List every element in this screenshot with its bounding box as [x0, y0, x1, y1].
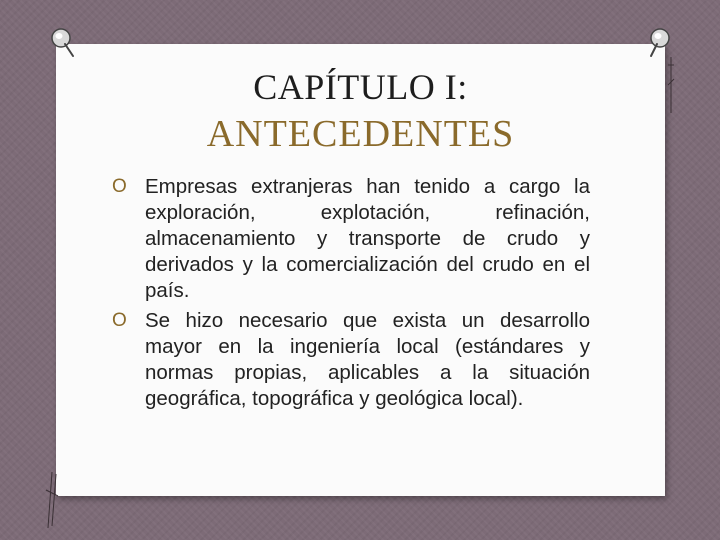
bullet-marker-icon: O	[112, 176, 127, 197]
bullet-item	[112, 308, 590, 412]
bullet-text: Se hizo necesario que exista un desarrollo mayor en la ingeniería local (estándares y normas propias, aplicables a la situación geográfica, topográfica y geológica local).	[145, 309, 590, 410]
bullet-text: Empresas extranjeras han tenido a cargo la exploración, explotación, refinación, almacenamiento y transporte de crudo y derivados y la comercialización del crudo en el país.	[145, 175, 590, 302]
bullet-item	[112, 174, 590, 304]
bullet-list	[112, 174, 590, 416]
slide-title-line2: ANTECEDENTES	[206, 113, 515, 155]
scribble-bottom-left	[40, 470, 70, 530]
bullet-marker-icon: O	[112, 310, 127, 331]
slide-title-line1: CAPÍTULO I:	[253, 67, 468, 107]
push-pin-icon	[47, 25, 77, 59]
push-pin-icon	[645, 25, 675, 59]
